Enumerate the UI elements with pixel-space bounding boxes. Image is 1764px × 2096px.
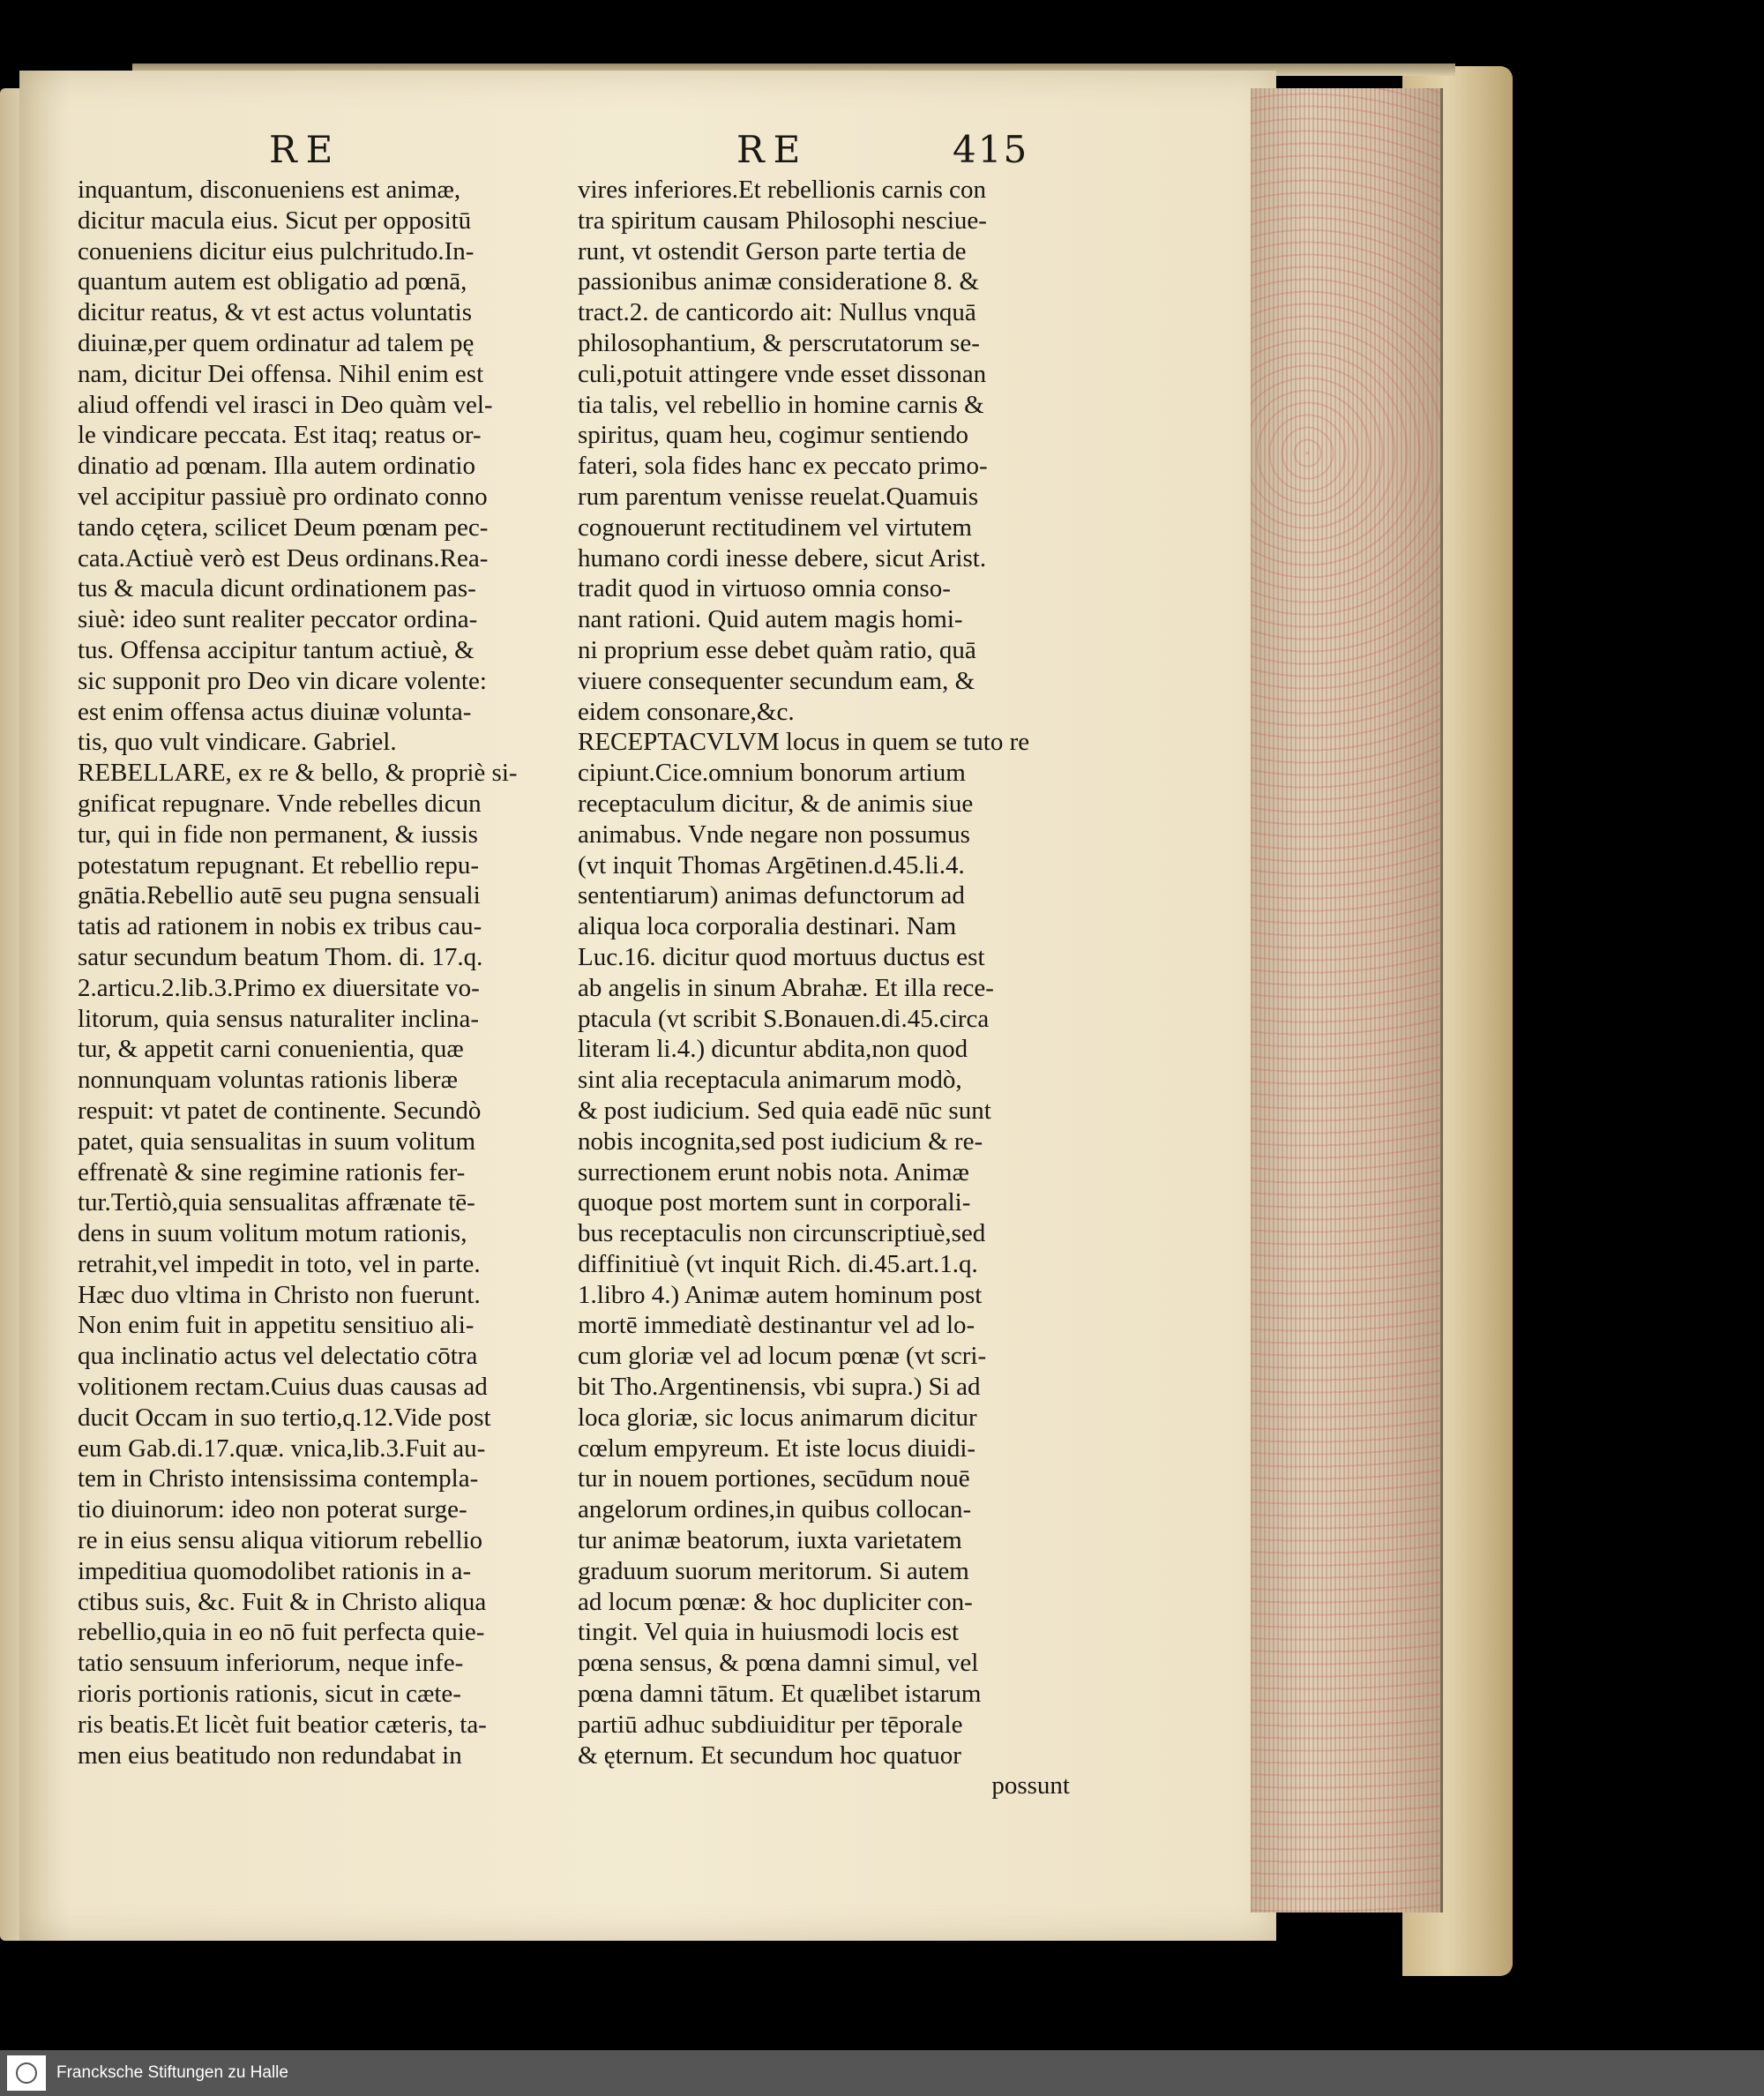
text-line: tia talis, vel rebellio in homine carnis &	[578, 390, 984, 419]
text-line: est enim offensa actus diuinæ volunta-	[78, 697, 472, 726]
text-line: passionibus animæ consideratione 8. &	[578, 267, 980, 296]
text-line: loca gloriæ, sic locus animarum dicitur	[578, 1403, 977, 1432]
text-line: rioris portionis rationis, sicut in cæte-	[78, 1680, 461, 1709]
text-line: RECEPTACVLVM locus in quem se tuto re	[578, 728, 1030, 757]
text-line: ris beatis.Et licèt fuit beatior cæteris, ta-	[78, 1710, 487, 1739]
text-line: diffinitiuè (vt inquit Rich. di.45.art.1.q.	[578, 1249, 978, 1278]
text-line: dicitur reatus, & vt est actus voluntatis	[78, 298, 472, 327]
text-line: animabus. Vnde negare non possumus	[578, 820, 970, 849]
text-line: surrectionem erunt nobis nota. Animæ	[578, 1157, 969, 1186]
institution-logo-icon	[7, 2055, 46, 2091]
text-line: ab angelis in sinum Abrahæ. Et illa rece-	[578, 973, 994, 1002]
text-line: quoque post mortem sunt in corporali-	[578, 1188, 971, 1217]
text-line: & ęternum. Et secundum hoc quatuor	[578, 1740, 961, 1770]
text-line: satur secundum beatum Thom. di. 17.q.	[78, 942, 483, 971]
text-line: tur in nouem portiones, secūdum nouē	[578, 1464, 970, 1493]
text-line: pœna damni tātum. Et quælibet istarum	[578, 1680, 982, 1709]
text-line: impeditiua quomodolibet rationis in a-	[78, 1556, 472, 1585]
footer-bar	[0, 2050, 1764, 2096]
text-line: cognouerunt rectitudinem vel virtutem	[578, 513, 972, 542]
text-line: tio diuinorum: ideo non poterat surge-	[78, 1495, 467, 1524]
text-line: eum Gab.di.17.quæ. vnica,lib.3.Fuit au-	[78, 1434, 486, 1463]
text-line: re in eius sensu aliqua vitiorum rebellio	[78, 1526, 483, 1555]
text-line: qua inclinatio actus vel delectatio cōtra	[78, 1342, 478, 1371]
text-line: cœlum empyreum. Et iste locus diuidi-	[578, 1434, 976, 1463]
text-line: philosophantium, & perscrutatorum se-	[578, 328, 980, 357]
text-line: litorum, quia sensus naturaliter inclina-	[78, 1004, 480, 1033]
text-line: tatio sensuum inferiorum, neque infe-	[78, 1649, 464, 1678]
text-line: vel accipitur passiuè pro ordinato conno	[78, 482, 488, 511]
text-line: tur, & appetit carni conuenientia, quæ	[78, 1035, 464, 1064]
text-line: tando cętera, scilicet Deum pœnam pec-	[78, 513, 489, 542]
text-line: dens in suum volitum motum rationis,	[78, 1219, 467, 1248]
text-line: spiritus, quam heu, cogimur sentiendo	[578, 421, 968, 450]
text-line: culi,potuit attingere vnde esset dissonan	[578, 359, 987, 388]
text-line: aliqua loca corporalia destinari. Nam	[578, 912, 957, 941]
text-column-right	[578, 175, 1080, 1801]
text-line: fateri, sola fides hanc ex peccato primo-	[578, 452, 988, 481]
text-line: bus receptaculis non circunscriptiuè,sed	[578, 1219, 986, 1248]
text-line: literam li.4.) dicuntur abdita,non quod	[578, 1035, 968, 1064]
text-line: nobis incognita,sed post iudicium & re-	[578, 1127, 983, 1156]
text-line: Hæc duo vltima in Christo non fuerunt.	[78, 1280, 481, 1309]
text-line: tract.2. de canticordo ait: Nullus vnquā	[578, 298, 976, 327]
text-line: tradit quod in virtuoso omnia conso-	[578, 574, 951, 603]
text-line: gnificat repugnare. Vnde rebelles dicun	[78, 789, 482, 818]
text-line: aliud offendi vel irasci in Deo quàm vel-	[78, 390, 493, 419]
text-line: dinatio ad pœnam. Illa autem ordinatio	[78, 452, 475, 481]
text-line: le vindicare peccata. Est itaq; reatus or-	[78, 421, 482, 450]
text-line: rebellio,quia in eo nō fuit perfecta quie-	[78, 1618, 485, 1647]
text-line: sententiarum) animas defunctorum ad	[578, 881, 965, 910]
catchword: possunt	[991, 1771, 1070, 1800]
text-line: nonnunquam voluntas rationis liberæ	[78, 1066, 458, 1095]
text-line: tra spiritum causam Philosophi nesciue-	[578, 206, 987, 235]
text-line: cipiunt.Cice.omnium bonorum artium	[578, 759, 966, 788]
text-line: quantum autem est obligatio ad pœnā,	[78, 267, 467, 296]
text-line: conueniens dicitur eius pulchritudo.In-	[78, 236, 475, 266]
text-line: sic supponit pro Deo vin dicare volente:	[78, 666, 487, 695]
text-line: rum parentum venisse reuelat.Quamuis	[578, 482, 979, 511]
text-line: graduum suorum meritorum. Si autem	[578, 1556, 969, 1585]
text-line: REBELLARE, ex re & bello, & propriè si-	[78, 759, 518, 788]
text-line: men eius beatitudo non redundabat in	[78, 1740, 462, 1770]
text-line: & post iudicium. Sed quia eadē nūc sunt	[578, 1096, 991, 1125]
page-number: 415	[953, 128, 1029, 171]
footer-institution-text: Francksche Stiftungen zu Halle	[56, 2063, 288, 2082]
book-fore-edge	[1251, 88, 1443, 1913]
text-line: 1.libro 4.) Animæ autem hominum post	[578, 1280, 983, 1309]
text-line: humano cordi inesse debere, sicut Arist.	[578, 543, 987, 573]
text-line: Non enim fuit in appetitu sensitiuo ali-	[78, 1311, 475, 1340]
text-line: tur, qui in fide non permanent, & iussis	[78, 820, 478, 849]
text-line: pœna sensus, & pœna damni simul, vel	[578, 1649, 979, 1678]
text-line: vires inferiores.Et rebellionis carnis con	[578, 176, 987, 204]
text-line: sint alia receptacula animarum modò,	[578, 1066, 962, 1095]
text-line: tur.Tertiò,quia sensualitas affrænate tē-	[78, 1188, 475, 1217]
text-line: patet, quia sensualitas in suum volitum	[78, 1127, 476, 1156]
text-line: nant rationi. Quid autem magis homi-	[578, 605, 963, 634]
text-line: cum gloriæ vel ad locum pœnæ (vt scri-	[578, 1342, 987, 1371]
text-line: inquantum, disconueniens est animæ,	[78, 176, 461, 204]
text-line: siuè: ideo sunt realiter peccator ordina-	[78, 605, 478, 634]
text-line: tis, quo vult vindicare. Gabriel.	[78, 728, 397, 757]
running-head-left: RE	[269, 128, 342, 171]
text-line: effrenatè & sine regimine rationis fer-	[78, 1157, 466, 1186]
text-line: bit Tho.Argentinensis, vbi supra.) Si ad	[578, 1373, 981, 1402]
text-line: eidem consonare,&c.	[578, 697, 795, 726]
text-line: tus. Offensa accipitur tantum actiuè, &	[78, 635, 475, 664]
text-line: tus & macula dicunt ordinationem pas-	[78, 574, 476, 603]
text-line: ducit Occam in suo tertio,q.12.Vide post	[78, 1403, 491, 1432]
text-line: ctibus suis, &c. Fuit & in Christo aliqua	[78, 1587, 487, 1616]
running-head-right: RE	[736, 128, 810, 171]
text-line: potestatum repugnant. Et rebellio repu-	[78, 850, 479, 880]
text-line: tatis ad rationem in nobis ex tribus cau-	[78, 912, 482, 941]
text-line: respuit: vt patet de continente. Secundò	[78, 1096, 482, 1125]
text-line: ni proprium esse debet quàm ratio, quā	[578, 635, 976, 664]
text-line: viuere consequenter secundum eam, &	[578, 666, 975, 695]
text-line: partiū adhuc subdiuiditur per tēporale	[578, 1710, 963, 1739]
text-line: ptacula (vt scribit S.Bonauen.di.45.circa	[578, 1004, 990, 1033]
text-line: Luc.16. dicitur quod mortuus ductus est	[578, 942, 985, 971]
text-line: volitionem rectam.Cuius duas causas ad	[78, 1373, 488, 1402]
text-line: tingit. Vel quia in huiusmodi locis est	[578, 1618, 960, 1647]
text-line: diuinæ,per quem ordinatur ad talem pę	[78, 328, 475, 357]
text-line: retrahit,vel impedit in toto, vel in parte.	[78, 1249, 481, 1278]
text-line: 2.articu.2.lib.3.Primo ex diuersitate vo-	[78, 973, 480, 1002]
text-line: (vt inquit Thomas Argētinen.d.45.li.4.	[578, 850, 965, 880]
text-line: receptaculum dicitur, & de animis siue	[578, 789, 974, 818]
text-line: angelorum ordines,in quibus collocan-	[578, 1495, 972, 1524]
text-column-left	[78, 175, 554, 1770]
text-line: nam, dicitur Dei offensa. Nihil enim est	[78, 359, 484, 388]
text-line: ad locum pœnæ: & hoc dupliciter con-	[578, 1587, 973, 1616]
text-line: cata.Actiuè verò est Deus ordinans.Rea-	[78, 543, 489, 573]
text-line: mortē immediatè destinantur vel ad lo-	[578, 1311, 975, 1340]
text-line: tur animæ beatorum, iuxta varietatem	[578, 1526, 962, 1555]
text-line: dicitur macula eius. Sicut per oppositū	[78, 206, 472, 235]
text-line: tem in Christo intensissima contempla-	[78, 1464, 479, 1493]
text-line: gnātia.Rebellio autē seu pugna sensuali	[78, 881, 481, 910]
text-line: runt, vt ostendit Gerson parte tertia de	[578, 236, 967, 266]
